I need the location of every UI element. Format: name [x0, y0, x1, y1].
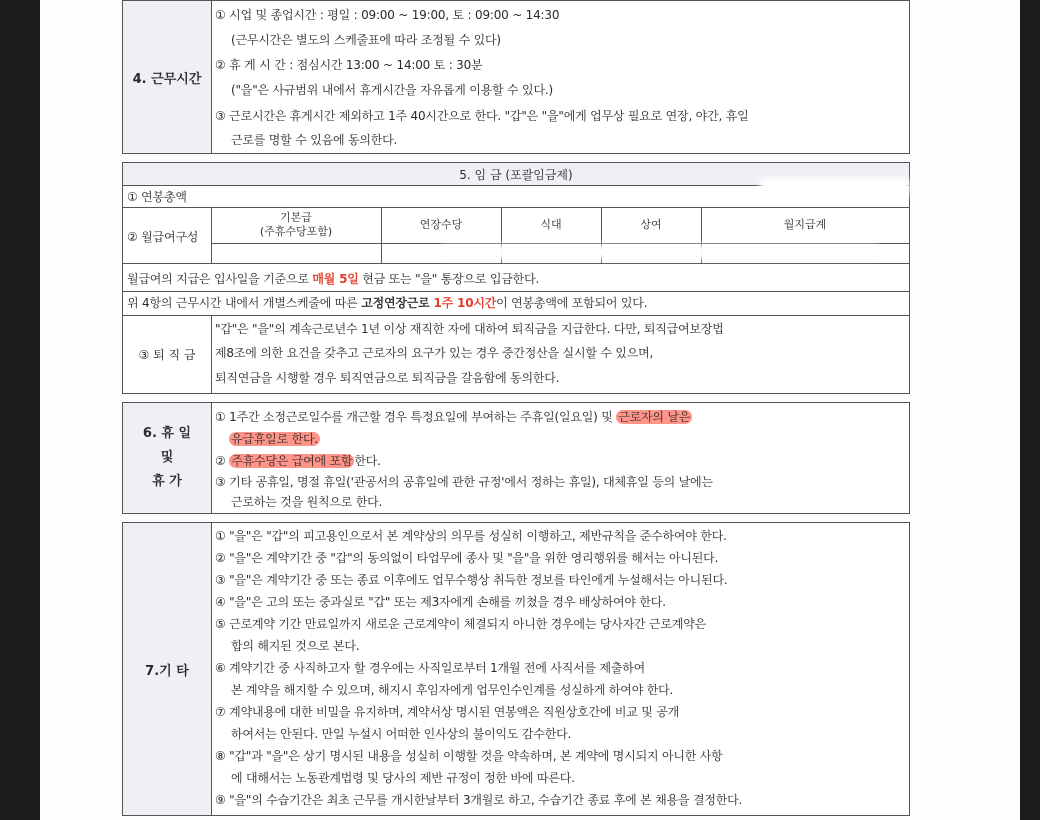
- holiday-line-5: 근로하는 것을 원칙으로 한다.: [231, 495, 383, 509]
- section-7-other: [122, 522, 910, 816]
- other-line-4: ④ "을"은 고의 또는 중과실로 "갑" 또는 제3자에게 손해를 끼쳤을 경우 배상하여야 한다.: [215, 595, 666, 609]
- holiday-line-4: ③ 기타 공휴일, 명절 휴일('관공서의 공휴일에 관한 규정'에서 정하는 휴일), 대체휴일 등의 날에는: [215, 475, 713, 489]
- severance-label: ③ 퇴 직 금: [138, 347, 196, 362]
- work-hours-line-6: 근로를 명할 수 있음에 동의한다.: [231, 133, 398, 147]
- holiday-line-3-end: 한다.: [354, 454, 381, 468]
- work-hours-line-4: ("을"은 사규범위 내에서 휴게시간을 자유롭게 이용할 수 있다.): [231, 83, 553, 97]
- section-4-label: 4. 근무시간: [123, 1, 211, 153]
- overtime-line: [127, 295, 647, 311]
- redaction-smudge: [680, 128, 820, 142]
- section-7-label: 7.기 타: [123, 523, 211, 815]
- other-line-3: ③ "을"은 계약기간 중 또는 종료 이후에도 업무수행상 취득한 정보를 타인에게 누설해서는 아니된다.: [215, 573, 728, 587]
- other-line-7: ⑥ 계약기간 중 사직하고자 할 경우에는 사직일로부터 1개월 전에 사직서를 제출하여: [215, 661, 646, 675]
- payment-day-red: 매월 5일: [312, 272, 359, 286]
- labor-day-highlight: 근로자의 날은: [618, 410, 691, 424]
- holiday-line-3-num: ②: [215, 454, 230, 468]
- other-line-13: ⑨ "을"의 수습기간은 최초 근무를 개시한날부터 3개월로 하고, 수습기간 종료 후에 본 채용을 결정한다.: [215, 793, 743, 807]
- other-line-1: ① "을"은 "갑"의 피고용인으로서 본 계약상의 의무를 성실히 이행하고, 제반규칙을 준수하여야 한다.: [215, 529, 727, 543]
- monthly-pay-label: ② 월급여구성: [127, 230, 199, 244]
- severance-line-1: "갑"은 "을"의 계속근로년수 1년 이상 재직한 자에 대하여 퇴직금을 지급한다. 다만, 퇴직급여보장법: [215, 322, 724, 336]
- holiday-line-2: [229, 431, 320, 447]
- payment-prefix: 월급여의 지급은 입사일을 기준으로: [127, 272, 313, 286]
- contract-page: [40, 0, 1020, 820]
- work-hours-line-2: (근무시간은 별도의 스케줄표에 따라 조정될 수 있다): [231, 33, 501, 47]
- holiday-line-1: [215, 409, 692, 425]
- paid-holiday-highlight: 유급휴일로 한다.: [231, 432, 318, 446]
- weekly-allowance-highlight: 주휴수당은 급여에 포함: [231, 454, 353, 468]
- overtime-suffix: 이 연봉총액에 포함되어 있다.: [496, 296, 648, 310]
- other-line-5: ⑤ 근로계약 기간 만료일까지 새로운 근로계약이 체결되지 아니한 경우에는 당사자간 근로계약은: [215, 617, 706, 631]
- other-line-2: ② "을"은 계약기간 중 "갑"의 동의없이 타업무에 종사 및 "을"을 위한 영리행위를 해서는 아니된다.: [215, 551, 719, 565]
- payment-day-line: [127, 271, 539, 287]
- annual-salary-label: ① 연봉총액: [127, 190, 187, 204]
- redaction-smudge: [760, 178, 910, 198]
- col-base-pay: 기본급 (주휴수당포함): [259, 211, 333, 238]
- redaction-smudge: [440, 245, 880, 259]
- col-monthly-total: 월지급계: [783, 218, 827, 231]
- holiday-line-3: [215, 453, 381, 469]
- section-6-label-line1: 6. 휴 일: [142, 426, 192, 441]
- payment-suffix: 현금 또는 "을" 통장으로 입금한다.: [358, 272, 540, 286]
- overtime-prefix: 위 4항의 근무시간 내에서 개별스케줄에 따른: [127, 296, 362, 310]
- section-6-holidays: [122, 402, 910, 514]
- other-line-6: 합의 해지된 것으로 본다.: [231, 639, 360, 653]
- section-6-label: [123, 403, 211, 513]
- other-line-10: 하여서는 안된다. 만일 누설시 어떠한 인사상의 불이익도 감수한다.: [231, 727, 572, 741]
- col-bonus: 상여: [640, 218, 662, 231]
- work-hours-line-5: ③ 근로시간은 휴게시간 제외하고 1주 40시간으로 한다. "갑"은 "을"에게 업무상 필요로 연장, 야간, 휴일: [215, 109, 749, 123]
- other-line-9: ⑦ 계약내용에 대한 비밀을 유지하며, 계약서상 명시된 연봉액은 직원상호간에 비교 및 공개: [215, 705, 680, 719]
- section-6-label-line2: 및: [160, 450, 174, 465]
- severance-line-2: 제8조에 의한 요건을 갖추고 근로자의 요구가 있는 경우 중간정산을 실시할 수 있으며,: [215, 346, 654, 360]
- overtime-bold: 고정연장근로: [361, 296, 430, 310]
- section-5-title: 5. 임 금 (포괄임금제): [123, 163, 909, 185]
- col-meal: 식대: [540, 218, 562, 231]
- work-hours-line-3: ② 휴 게 시 간 : 점심시간 13:00 ~ 14:00 토 : 30분: [215, 58, 483, 72]
- other-line-12: 에 대해서는 노동관계법령 및 당사의 제반 규정이 정한 바에 따른다.: [231, 771, 575, 785]
- severance-line-3: 퇴직연금을 시행할 경우 퇴직연금으로 퇴직금을 갈음함에 동의한다.: [215, 371, 560, 385]
- other-line-8: 본 계약을 해지할 수 있으며, 해지시 후임자에게 업무인수인계를 성실하게 하여야 한다.: [231, 683, 674, 697]
- section-6-label-line3: 휴 가: [152, 474, 182, 489]
- other-line-11: ⑧ "갑"과 "을"은 상기 명시된 내용을 성실히 이행할 것을 약속하며, 본 계약에 명시되지 아니한 사항: [215, 749, 723, 763]
- col-overtime: 연장수당: [419, 218, 463, 231]
- holiday-line-1-text: ① 1주간 소정근로일수를 개근할 경우 특정요일에 부여하는 주휴일(일요일) 및: [215, 410, 617, 424]
- work-hours-line-1: ① 시업 및 종업시간 : 평일 : 09:00 ~ 19:00, 토 : 09:00 ~ 14:30: [215, 8, 560, 22]
- overtime-hours-red: 1주 10시간: [429, 296, 497, 310]
